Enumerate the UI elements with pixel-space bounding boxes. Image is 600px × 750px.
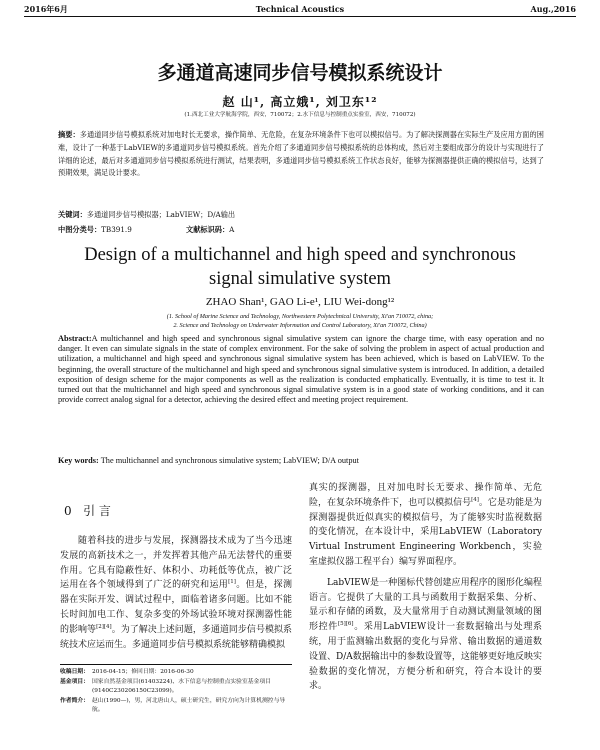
abstract-english bbox=[58, 334, 544, 405]
keywords-english bbox=[58, 456, 544, 465]
clc-label: 中图分类号： bbox=[58, 225, 102, 234]
footnote-divider bbox=[60, 664, 292, 665]
classification-line bbox=[58, 225, 544, 235]
running-header bbox=[24, 4, 576, 17]
paragraph bbox=[309, 576, 542, 694]
keywords-english-label: Key words: bbox=[58, 456, 99, 465]
header-date: 2016年6月 bbox=[24, 4, 68, 14]
received-label: 收稿日期： bbox=[60, 669, 89, 675]
title-english-line1: Design of a multichannel and high speed and synchronous bbox=[84, 245, 516, 265]
footnote-received bbox=[60, 668, 292, 678]
paragraph bbox=[309, 481, 542, 570]
document-code bbox=[186, 225, 234, 235]
title-english bbox=[0, 243, 600, 291]
text-run: 。但是，探测器在实际开发、调试过程中，面临着诸多问题。比如不能长时间加电工作、复杂多变的外场试验环境对探测器性能的影响等 bbox=[60, 580, 292, 635]
received-value: 2016-04-15；修回日期：2016-06-30 bbox=[92, 669, 194, 675]
abstract-chinese-label: 摘要： bbox=[58, 130, 80, 139]
affiliation-chinese: (1.西北工业大学航海学院，西安，710072；2.水下信息与控制重点实验室，西安，710072) bbox=[184, 112, 416, 118]
text-run: 随着科技的进步与发展，探测器技术成为了当今迅速发展的高新技术之一，并发挥着其他产品无法替代的重要作用。它具有隐蔽性好、体积小、功耗低等优点，被广泛运用在各个领域得到了广泛的研究和运用 bbox=[60, 536, 292, 591]
citation: [2][4] bbox=[96, 623, 112, 630]
doc-code-label: 文献标识码： bbox=[186, 225, 230, 234]
citation: [5][6] bbox=[337, 621, 354, 628]
citation: [1] bbox=[228, 579, 236, 586]
section-heading bbox=[64, 502, 111, 519]
body-right-column bbox=[309, 481, 542, 694]
section-title: 引 言 bbox=[83, 504, 111, 518]
header-issue: Aug.,2016 bbox=[530, 4, 576, 14]
section-number: 0 bbox=[64, 504, 72, 518]
footnote-fund bbox=[60, 678, 292, 697]
fund-label: 基金项目： bbox=[60, 678, 89, 685]
title-chinese: 多通道高速同步信号模拟系统设计 bbox=[157, 62, 443, 84]
text-run: LabVIEW是一种图标代替创建应用程序的图形化编程语言。它提供了大量的工具与函数用于数据采集、分析、显示和存储的函数，及大量常用于自动测试测量领域的图形控件 bbox=[309, 577, 542, 633]
authors-chinese: 赵 山¹, 高立娥¹, 刘卫东¹² bbox=[222, 95, 378, 109]
text-run: 。采用LabVIEW设计一套数据输出与处理系统，用于监测输出数据的变化与异常、输出数据的通道数设置、D/A数据输出中的参数设置等，这能够更好地反映实验数据的变化情况，方便分析和研究，符合本设计的要求。 bbox=[309, 622, 542, 692]
text-run: 。为了解决上述问题，多通道同步信号模拟系统技术应运而生。多通道同步信号模拟系统能够精确模拟 bbox=[60, 624, 292, 650]
footnote-author bbox=[60, 697, 292, 716]
header-journal: Technical Acoustics bbox=[255, 4, 345, 14]
body-left-column bbox=[60, 534, 292, 652]
text-run: 真实的探测器，且对加电时长无要求、操作简单、无危险，在复杂环境条件下，也可以模拟信号 bbox=[309, 483, 542, 508]
doc-code-value: A bbox=[229, 225, 235, 234]
fund-value: 国家自然基金项目(61403224)、水下信息与控制重点实验室基金项目(9140C230206150C23099)。 bbox=[92, 678, 271, 694]
abstract-english-label: Abstract: bbox=[58, 334, 92, 343]
authors-english: ZHAO Shan¹, GAO Li-e¹, LIU Wei-dong¹² bbox=[205, 296, 395, 308]
affiliation-english-line1: (1. School of Marine Science and Technology, Northwestern Polytechnical University, Xi'an 710072, china; bbox=[166, 313, 434, 320]
affiliation-english-line2: 2. Science and Technology on Underwater Information and Control Laboratory, Xi'an 710072, China) bbox=[173, 322, 427, 329]
clc-value: TB391.9 bbox=[101, 225, 132, 234]
paragraph bbox=[60, 534, 292, 652]
affiliation-english bbox=[0, 312, 600, 330]
keywords-english-text: The multichannel and synchronous simulative system; LabVIEW; D/A output bbox=[100, 456, 359, 465]
citation: [4] bbox=[471, 496, 479, 503]
author-value: 赵山(1990—)，男，河北唐山人，硕士研究生，研究方向为计算机测控与导航。 bbox=[92, 697, 286, 713]
abstract-chinese-text: 多通道同步信号模拟系统对加电时长无要求，操作简单、无危险，在复杂环境条件下也可以模拟信号。为了解决探测器在实际生产及应用方面的困难，设计了一种基于LabVIEW的多通道同步信号模拟系统。首先介绍了多通道同步信号模拟系统的总体构成，然后对主要组成部分的设计与实现进行了详细的论述，最后对多通道同步信号模拟系统进行测试，结果表明，多通道同步信号模拟系统工作状态良好，能够为探测器提供正确的模拟信号，达到了预期效果，满足设计要求。 bbox=[58, 130, 544, 178]
title-english-line2: signal simulative system bbox=[209, 269, 391, 289]
footnote bbox=[60, 668, 292, 716]
author-label: 作者简介： bbox=[60, 697, 89, 704]
keywords-chinese bbox=[58, 210, 544, 220]
keywords-chinese-text: 多通道同步信号模拟器；LabVIEW；D/A输出 bbox=[86, 210, 236, 219]
abstract-english-text: A multichannel and high speed and synchronous signal simulative system can ignore the charge time, with easy operation and no danger. It even can simulate signals in the state of complex environment. For the sake of solving the problem in aspect of actual production and utilization, a multichannel and high speed and synchronous signal simulative system has been achieved, which is based on LabVIEW. To the beginning, the overall structure of the multichannel and high speed and synchronous signal simulative system is introduced. In addition, a detailed exposition of design scheme for the major components as well as the realization is conducted emphatically. Eventually, it is time to test it. It turned out that the multichannel and high speed and synchronous signal simulative system is in a good state of working conditions, and it can provide correct analog signal for a detector, achieving the desired effect and meeting project requirement. bbox=[58, 334, 544, 405]
text-run: 。它是功能是为探测器提供近似真实的模拟信号，为了能够实时监视数据的变化情况，在本设计中，采用LabVIEW（Laboratory Virtual Instrument Engineering Workbench，实验室虚拟仪器工程平台）编写界面程序。 bbox=[309, 497, 542, 567]
abstract-chinese bbox=[58, 129, 544, 180]
keywords-chinese-label: 关键词： bbox=[58, 210, 87, 219]
